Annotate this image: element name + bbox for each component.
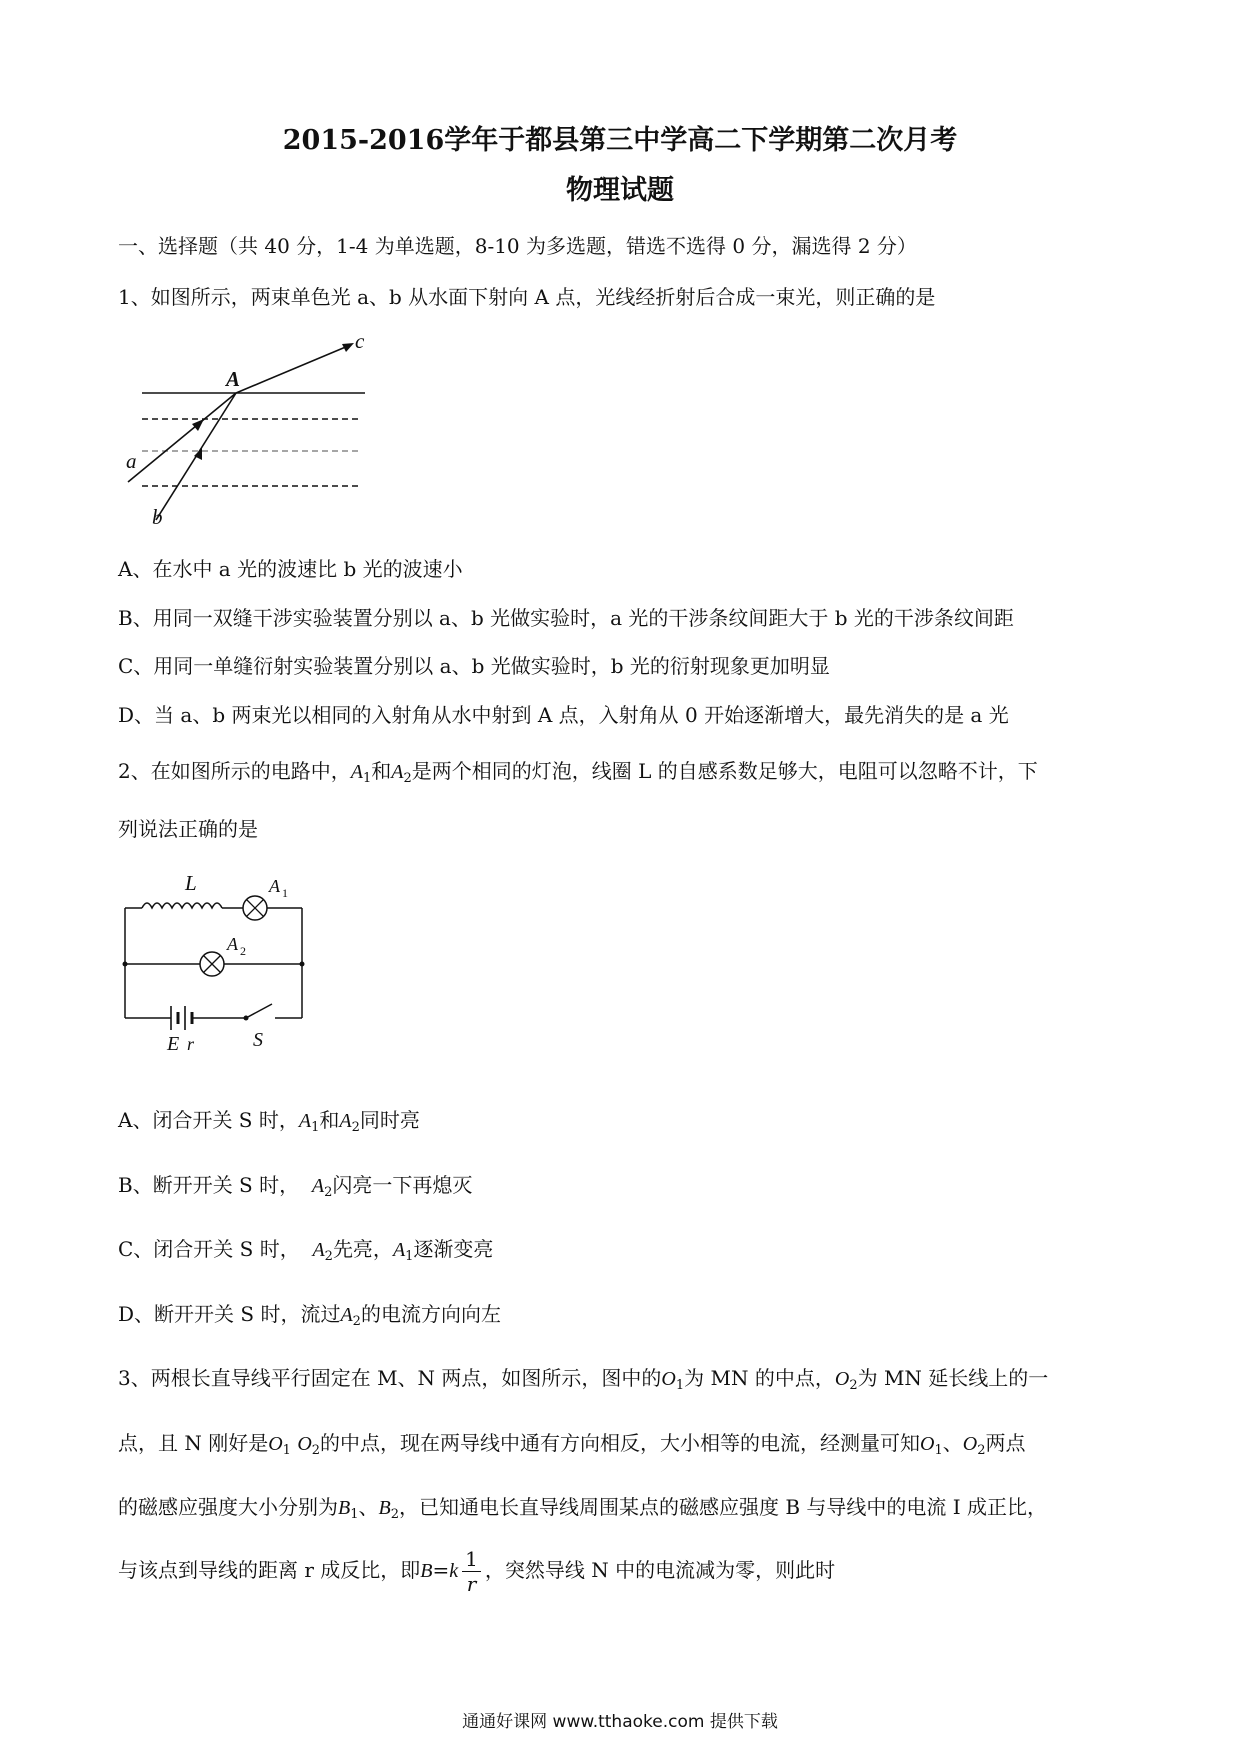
page-title: 2015-2016学年于都县第三中学高二下学期第二次月考 [282, 125, 958, 156]
q3-line3: 的磁感应强度大小分别为$B_1$、$B_2$，已知通电长直导线周围某点的磁感应强度 B 与导线中的电流 I 成正比， [118, 1495, 1048, 1522]
q2-option-c: C、闭合开关 S 时， $A_2$先亮，$A_1$逐渐变亮 [118, 1237, 494, 1264]
q2-label-A2: A [227, 934, 238, 954]
q2-option-b: B、断开开关 S 时， $A_2$闪亮一下再熄灭 [118, 1173, 473, 1200]
q1-option-b: B、用同一双缝干涉实验装置分别以 a、b 光做实验时，a 光的干涉条纹间距大于 b 光的干涉条纹间距 [118, 606, 1014, 630]
q2-label-A2-sub: 2 [240, 944, 246, 958]
q1-label-b: b [152, 505, 163, 529]
q1-stem: 1、如图所示，两束单色光 a、b 从水面下射向 A 点，光线经折射后合成一束光，则正确的是 [118, 285, 936, 309]
q2-stem-line2: 列说法正确的是 [118, 817, 258, 841]
q2-label-r: r [187, 1034, 195, 1053]
page-subtitle: 物理试题 [566, 175, 674, 206]
q3-line2: 点，且 N 刚好是$O_1$ $O_2$的中点，现在两导线中通有方向相反，大小相等的电流，经测量可知$O_1$、$O_2$两点 [118, 1431, 1026, 1458]
q2-label-E: E [167, 1033, 180, 1053]
q2-label-A1-sub: 1 [282, 886, 288, 900]
q3-line4: 与该点到导线的距离 r 成反比，即B=k $\frac{1}{r}$ ，突然导线 N 中的电流减为零，则此时 [118, 1547, 836, 1596]
q2-option-d: D、断开开关 S 时，流过$A_2$的电流方向向左 [118, 1302, 501, 1329]
q1-option-a: A、在水中 a 光的波速比 b 光的波速小 [118, 557, 463, 581]
q2-label-L: L [185, 871, 197, 895]
q1-refraction-figure [120, 330, 380, 535]
q1-label-c: c [355, 330, 365, 353]
q3-fraction: $\frac{1}{r}$ [462, 1547, 481, 1596]
footer-text: 通通好课网 www.tthaoke.com 提供下载 [462, 1712, 778, 1732]
q1-option-c: C、用同一单缝衍射实验装置分别以 a、b 光做实验时，b 光的衍射现象更加明显 [118, 654, 830, 678]
section-heading: 一、选择题（共 40 分，1-4 为单选题，8-10 为多选题，错选不选得 0 分，漏选得 2 分） [118, 234, 917, 258]
q2-label-S: S [253, 1029, 263, 1051]
q2-label-A1: A [269, 876, 280, 896]
q2-stem-line1: 2、在如图所示的电路中，$A_1$和$A_2$是两个相同的灯泡，线圈 L 的自感系数足够大，电阻可以忽略不计，下 [118, 759, 1038, 786]
q1-label-A: A [226, 367, 241, 391]
q2-option-a: A、闭合开关 S 时，$A_1$和$A_2$同时亮 [118, 1108, 420, 1135]
q3-line1: 3、两根长直导线平行固定在 M、N 两点，如图所示，图中的$O_1$为 MN 的中点，$O_2$为 MN 延长线上的一 [118, 1366, 1049, 1393]
q2-circuit-figure [115, 868, 315, 1053]
q1-label-a: a [126, 449, 137, 473]
q1-option-d: D、当 a、b 两束光以相同的入射角从水中射到 A 点，入射角从 0 开始逐渐增大，最先消失的是 a 光 [118, 703, 1009, 727]
